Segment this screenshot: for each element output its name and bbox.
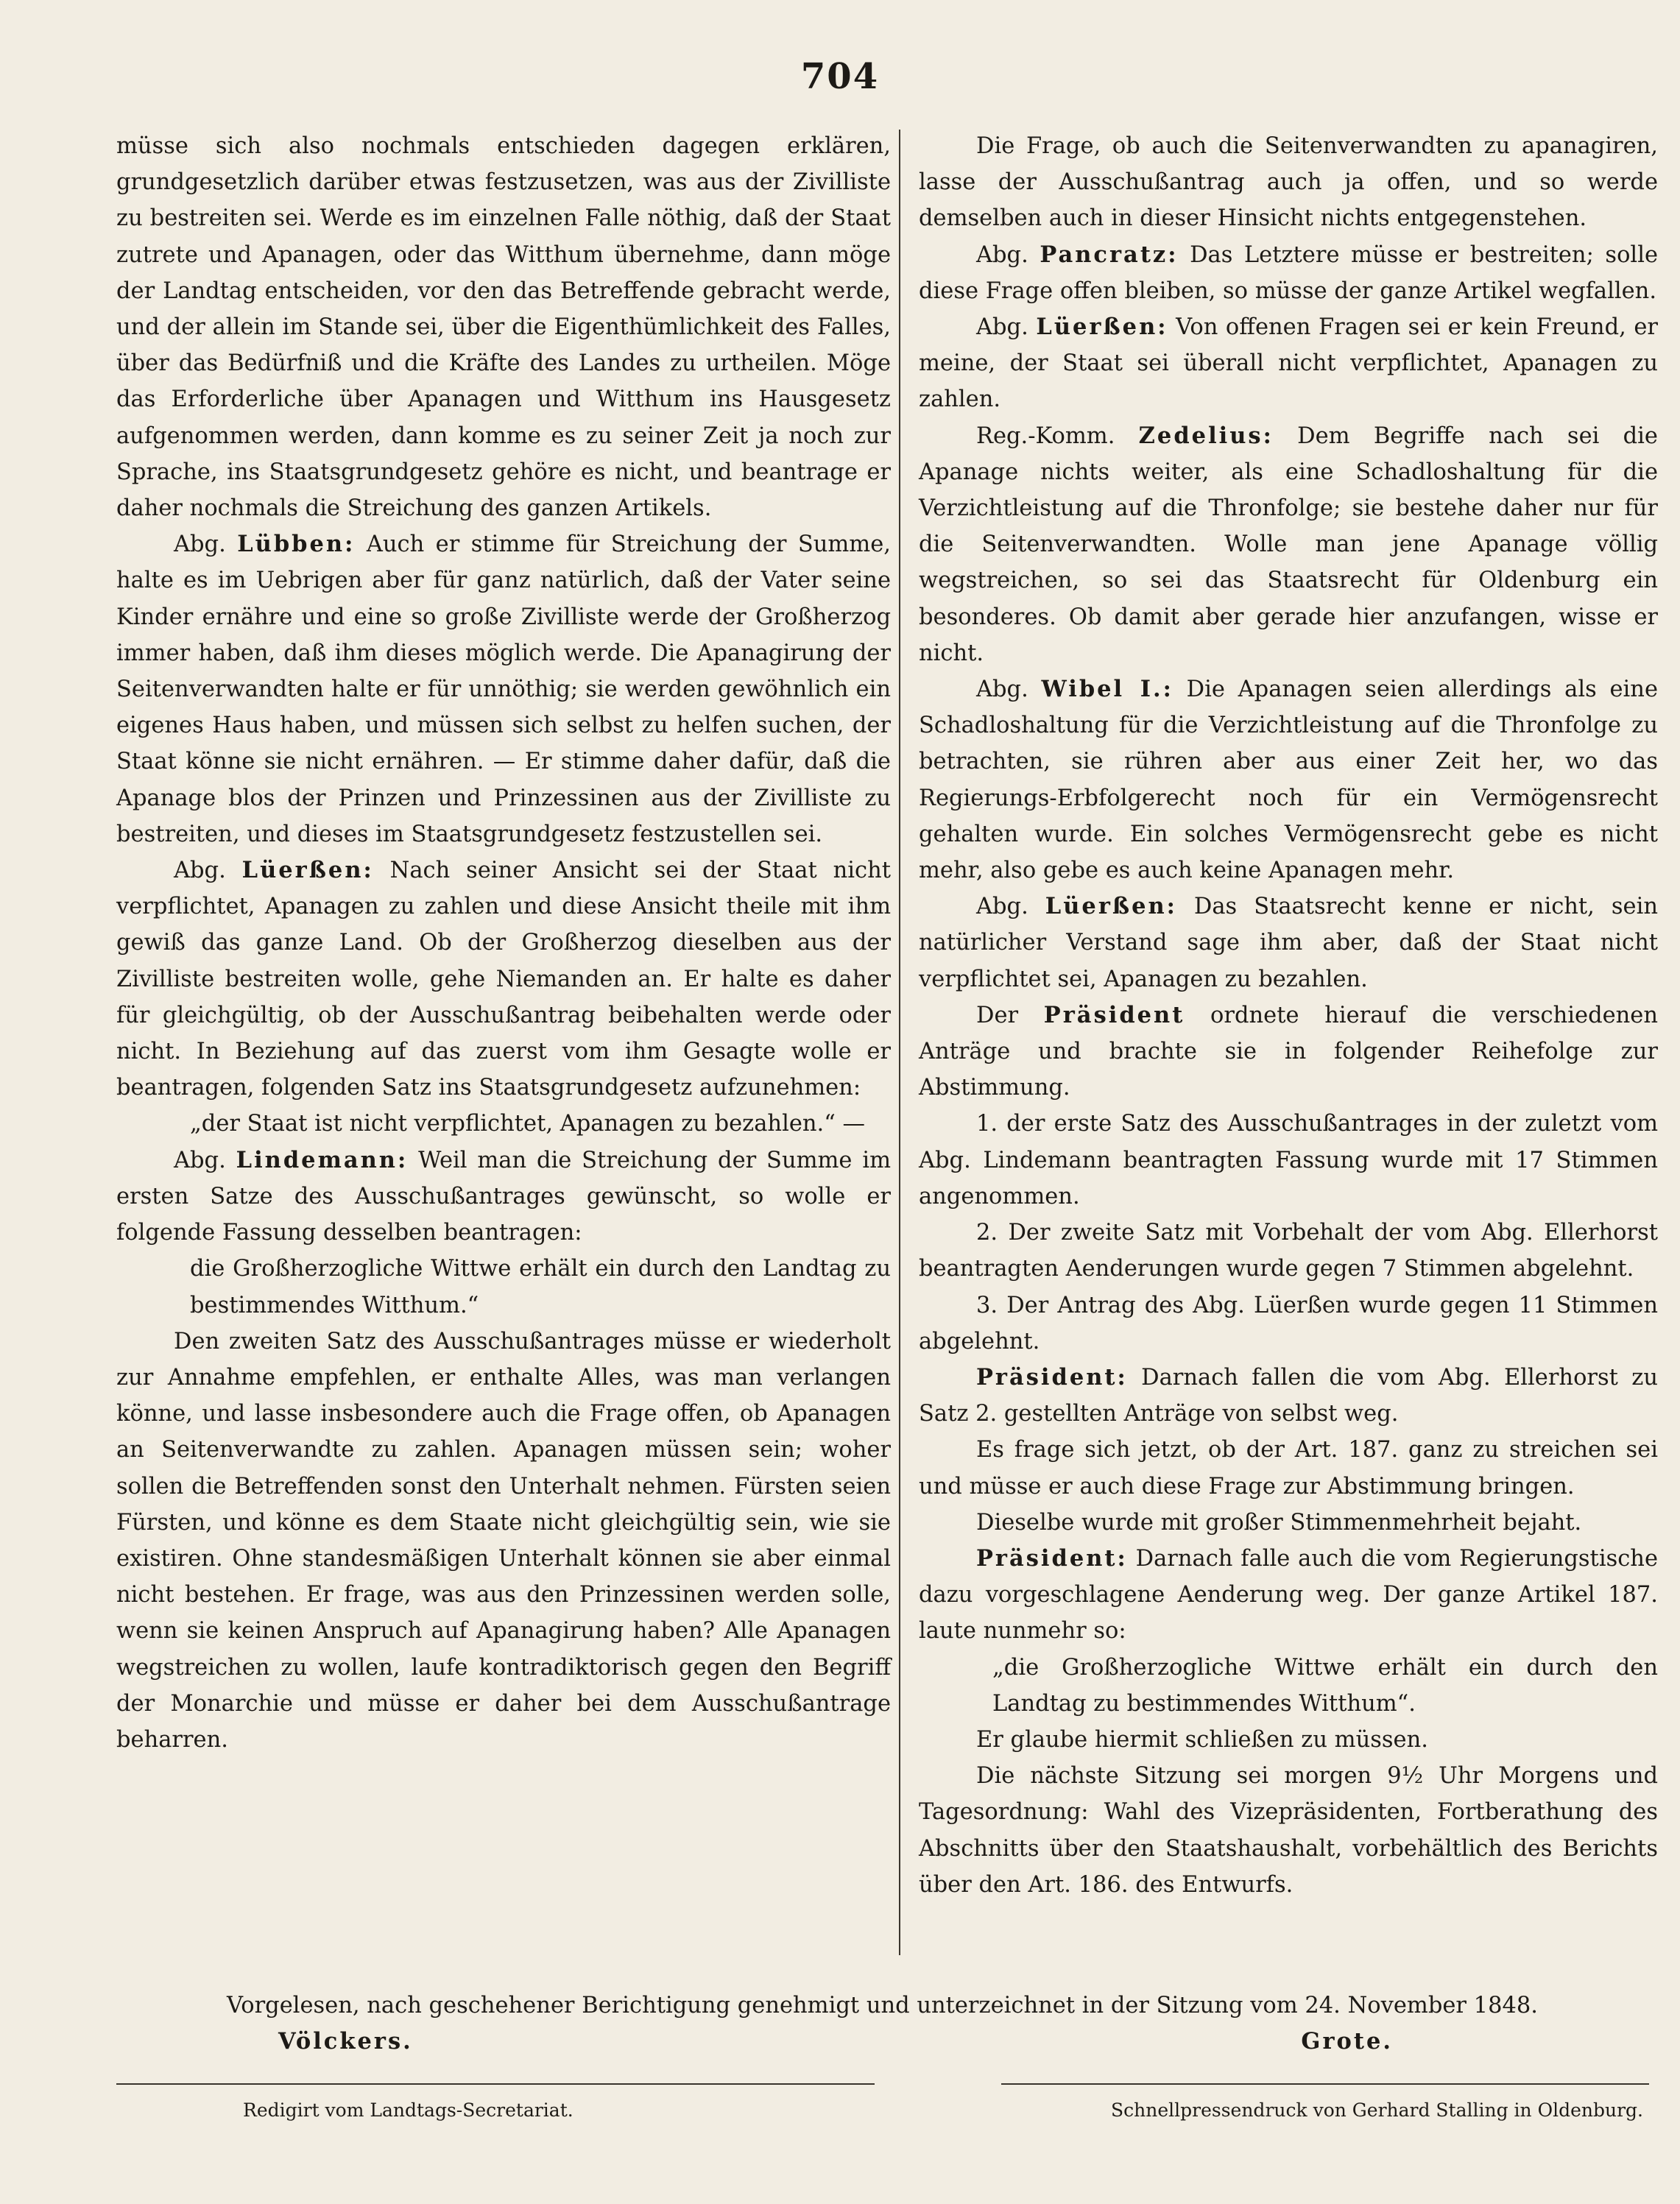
paragraph [116,1142,891,1251]
paragraph-text: Von offenen Fragen sei er kein Freund, er meine, der Staat sei überall nicht verpflichtet, Apanagen zu zahlen. [919,314,1659,413]
paragraph-text: 1. der erste Satz des Ausschußantrages in der zuletzt vom Abg. Lindemann beantragten Fassung wurde mit 17 Stimmen angenommen. [919,1111,1658,1209]
paragraph-text: Dieselbe wurde mit großer Stimmenmehrheit bejaht. [976,1509,1582,1536]
paragraph-text: Er glaube hiermit schließen zu müssen. [976,1726,1428,1753]
signoff-block [116,1988,1658,2060]
paragraph [919,1432,1658,1504]
left-column [116,128,891,1758]
speaker-title: Abg. [976,677,1028,703]
speaker-title: Abg. [174,858,226,884]
paragraph [919,1505,1658,1541]
paragraph-text: „die Großherzogliche Wittwe erhält ein durch den Landtag zu bestimmendes Witthum“. [992,1654,1658,1717]
quoted-motion [116,1251,891,1323]
speaker-title: Der [976,1002,1019,1028]
speaker-name: Präsident: [976,1363,1128,1391]
paragraph [919,1106,1658,1215]
paragraph-text: Das Staatsrecht kenne er nicht, sein natürlicher Verstand sage ihm aber, daß der Staat nicht verpflichtet sei, Apanagen zu bezahlen. [919,894,1658,992]
footer-printer: Schnellpressendruck von Gerhard Stalling in Oldenburg. [1111,2099,1643,2121]
paragraph [919,997,1658,1106]
paragraph-text: Nach seiner Ansicht sei der Staat nicht verpflichtet, Apanagen zu zahlen und diese Ansicht theile mit ihm gewiß das ganze Land. Ob der Großherzog dieselben aus der Zivilliste bestreiten wolle, gehe Niemanden an. Er halte es daher für gleichgültig, ob der Ausschußantrag beibehalten werde oder nicht. In Beziehung auf das zuerst vom ihm Gesagte wolle er beantragen, folgenden Satz ins Staatsgrundgesetz aufzunehmen: [116,858,891,1101]
speaker-title: Abg. [976,314,1028,341]
paragraph [919,128,1658,237]
paragraph [919,1722,1658,1758]
paragraph-text: Die Frage, ob auch die Seitenverwandten zu apanagiren, lasse der Ausschußantrag auch ja offen, und so werde demselben auch in dieser Hinsicht nichts entgegenstehen. [919,133,1658,232]
paragraph [116,526,891,852]
paragraph [919,1758,1658,1903]
speaker-name: Präsident: [976,1544,1128,1572]
paragraph-text: Die nächste Sitzung sei morgen 9½ Uhr Morgens und Tagesordnung: Wahl des Vizepräsidenten, Fortberathung des Abschnitts über den Staatshaushalt, vorbehältlich des Berichts über den Art. 186. des Entwurfs. [919,1763,1658,1898]
right-column [919,128,1658,1903]
signatories [116,2024,1658,2060]
signatory-right: Grote. [1301,2028,1393,2055]
speaker-name: Lüerßen: [241,857,374,884]
speaker-name: Pancratz: [1040,241,1179,268]
speaker-title: Abg. [976,241,1028,268]
paragraph-text: 2. Der zweite Satz mit Vorbehalt der vom Abg. Ellerhorst beantragten Aenderungen wurde gegen 7 Stimmen abgelehnt. [919,1220,1658,1282]
paragraph-text: die Großherzogliche Wittwe erhält ein durch den Landtag zu bestimmendes Witthum.“ [190,1256,891,1318]
footer-rule-left [116,2083,875,2085]
speaker-title: Reg.-Komm. [976,423,1115,449]
signoff-text: Vorgelesen, nach geschehener Berichtigung genehmigt und unterzeichnet in der Sitzung vom 24. November 1848. [227,1993,1538,2018]
footer-editor: Redigirt vom Landtags-Secretariat. [243,2099,573,2121]
paragraph-text: Dem Begriffe nach sei die Apanage nichts weiter, als eine Schadloshaltung für die Verzichtleistung auf die Thronfolge; sie bestehe daher nur für die Seitenverwandten. Wolle man jene Apanage völlig wegstreichen, so sei das Staatsrecht für Oldenburg ein besonderes. Ob damit aber gerade hier anzufangen, wisse er nicht. [919,423,1658,666]
paragraph-text: ordnete hierauf die verschiedenen Anträge und brachte sie in folgender Reihefolge zur Abstimmung. [919,1002,1658,1101]
paragraph [116,128,891,526]
column-divider [899,130,900,1955]
speaker-title: Abg. [174,531,226,558]
paragraph-text: müsse sich also nochmals entschieden dagegen erklären, grundgesetzlich darüber etwas festzusetzen, was aus der Zivilliste zu bestreiten sei. Werde es im einzelnen Falle nöthig, daß der Staat zutrete und Apanagen, oder das Witthum übernehme, dann möge der Landtag entscheiden, vor den das Betreffende gebracht werde, und der allein im Stande sei, über die Eigenthümlichkeit des Falles, über das Bedürfniß und die Kräfte des Landes zu urtheilen. Möge das Erforderliche über Apanagen und Witthum ins Hausgesetz aufgenommen werden, dann komme es zu seiner Zeit ja noch zur Sprache, ins Staatsgrundgesetz gehöre es nicht, und beantrage er daher nochmals die Streichung des ganzen Artikels. [116,133,891,522]
speaker-title: Abg. [174,1147,226,1173]
paragraph-text: Darnach fallen die vom Abg. Ellerhorst zu Satz 2. gestellten Anträge von selbst weg. [919,1364,1658,1427]
paragraph [919,1288,1658,1360]
paragraph [919,418,1658,671]
paragraph [919,309,1658,418]
paragraph [116,1324,891,1758]
speaker-title: Abg. [976,894,1028,920]
speaker-name: Lindemann: [236,1146,409,1173]
paragraph-text: Das Letztere müsse er bestreiten; solle diese Frage offen bleiben, so müsse der ganze Artikel wegfallen. [919,241,1658,304]
speaker-name: Lüerßen: [1036,314,1168,341]
paragraph [919,1215,1658,1287]
footer-rule-right [1001,2083,1649,2085]
paragraph-text: „der Staat ist nicht verpflichtet, Apanagen zu bezahlen.“ — [190,1111,865,1137]
paragraph [919,1360,1658,1432]
speaker-name: Lübben: [237,531,356,558]
paragraph [919,889,1658,997]
paragraph [919,1541,1658,1650]
paragraph-text: Es frage sich jetzt, ob der Art. 187. ganz zu streichen sei und müsse er auch diese Frage zur Abstimmung bringen. [919,1437,1658,1500]
paragraph-text: 3. Der Antrag des Abg. Lüerßen wurde gegen 11 Stimmen abgelehnt. [919,1292,1658,1354]
speaker-name: Präsident [1043,1001,1185,1028]
paragraph-text: Weil man die Streichung der Summe im ersten Satze des Ausschußantrages gewünscht, so wolle er folgende Fassung desselben beantragen: [116,1147,892,1246]
quoted-motion [116,1106,891,1142]
paragraph [919,671,1658,889]
paragraph-text: Die Apanagen seien allerdings als eine Schadloshaltung für die Verzichtleistung auf die Thronfolge zu betrachten, sie rühren aber aus einer Zeit her, wo das Regierungs-Erbfolgerecht noch für ein Vermögensrecht gehalten wurde. Ein solches Vermögensrecht gebe es nicht mehr, also gebe es auch keine Apanagen mehr. [919,677,1658,884]
speaker-name: Zedelius: [1138,422,1274,449]
speaker-name: Wibel I.: [1041,676,1173,703]
paragraph-text: Darnach falle auch die vom Regierungstische dazu vorgeschlagene Aenderung weg. Der ganze Artikel 187. laute nunmehr so: [919,1545,1658,1645]
paragraph-text: Den zweiten Satz des Ausschußantrages müsse er wiederholt zur Annahme empfehlen, er enthalte Alles, was man verlangen könne, und lasse insbesondere auch die Frage offen, ob Apanagen an Seitenverwandte zu zahlen. Apanagen müssen sein; woher sollen die Betreffenden sonst den Unterhalt nehmen. Fürsten seien Fürsten, und könne es dem Staate nicht gleichgültig sein, wie sie existiren. Ohne standesmäßigen Unterhalt können sie aber einmal nicht bestehen. Er frage, was aus den Prinzessinen werden solle, wenn sie keinen Anspruch auf Apanagirung haben? Alle Apanagen wegstreichen zu wollen, laufe kontradiktorisch gegen den Begriff der Monarchie und müsse er daher bei dem Ausschußantrage beharren. [116,1328,891,1753]
speaker-name: Lüerßen: [1045,893,1177,920]
paragraph [919,237,1658,309]
paragraph-text: Auch er stimme für Streichung der Summe, halte es im Uebrigen aber für ganz natürlich, daß der Vater seine Kinder ernähre und eine so große Zivilliste werde der Großherzog immer haben, daß ihm dieses möglich werde. Die Apanagirung der Seitenverwandten halte er für unnöthig; sie werden gewöhnlich ein eigenes Haus haben, und müssen sich selbst zu helfen suchen, der Staat könne sie nicht ernähren. — Er stimme daher dafür, daß die Apanage blos der Prinzen und Prinzessinen aus der Zivilliste zu bestreiten, und dieses im Staatsgrundgesetz festzustellen sei. [116,531,891,847]
paragraph [116,852,891,1106]
page-number: 704 [800,56,880,97]
quoted-motion [919,1650,1658,1722]
signatory-left: Völckers. [278,2028,413,2055]
